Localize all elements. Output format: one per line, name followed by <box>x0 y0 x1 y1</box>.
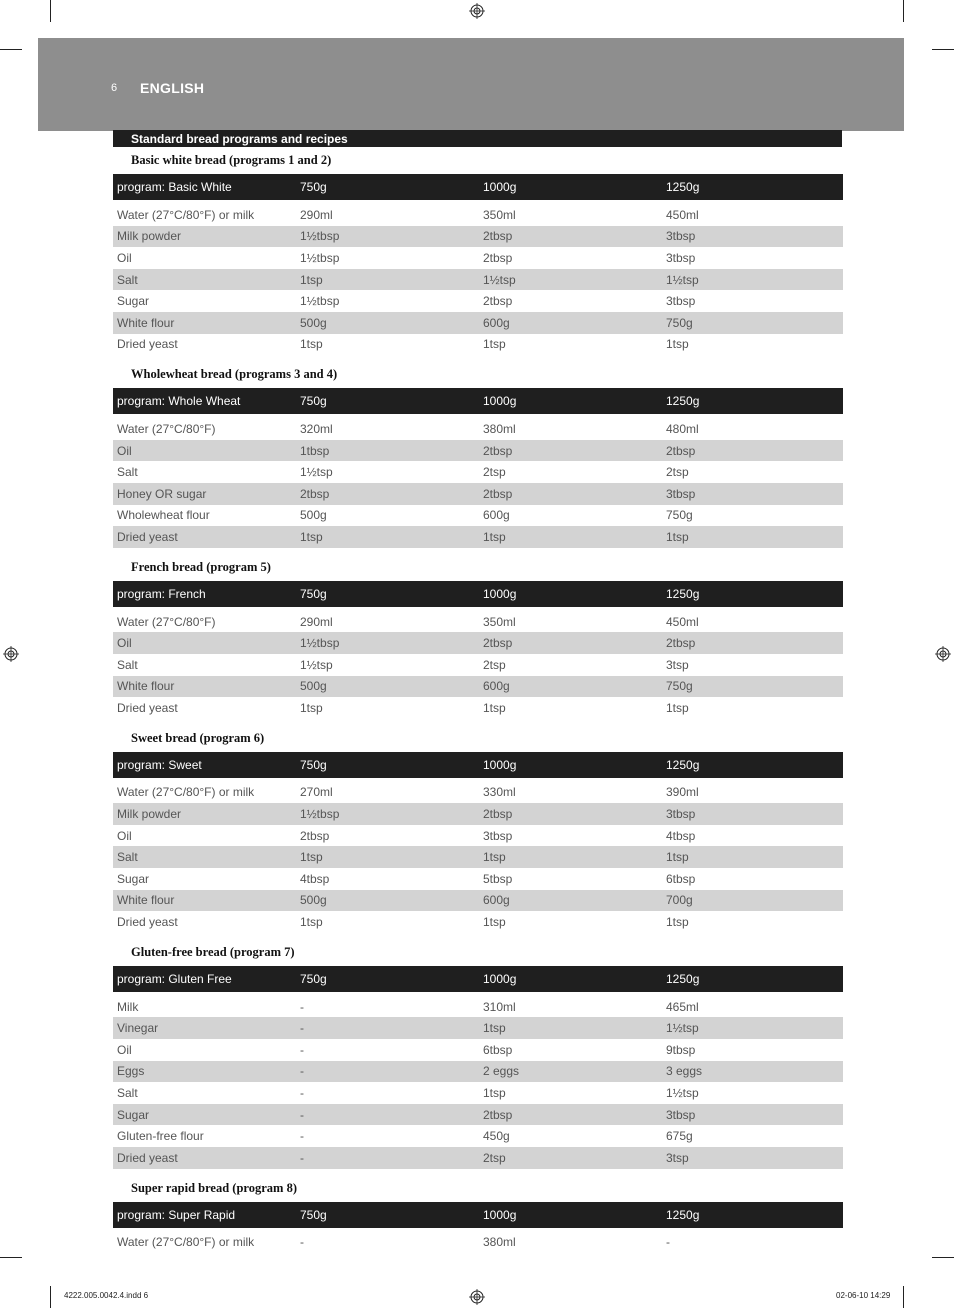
ingredient-name: Dried yeast <box>117 337 178 352</box>
ingredient-name: Dried yeast <box>117 915 178 930</box>
ingredient-name: Salt <box>117 465 138 480</box>
ingredient-amount: 1tsp <box>296 269 479 291</box>
ingredient-amount: - <box>300 1129 304 1144</box>
column-header-weight: 750g <box>296 966 479 994</box>
ingredient-amount: 6tbsp <box>483 1042 513 1057</box>
ingredient-amount: 3 eggs <box>662 1061 843 1083</box>
ingredient-amount: 2tbsp <box>479 226 662 248</box>
ingredient-name: Dried yeast <box>113 526 296 548</box>
ingredient-amount: 1tsp <box>300 700 323 715</box>
ingredient-amount: 500g <box>296 312 479 334</box>
ingredient-name: Milk powder <box>113 803 296 825</box>
ingredient-amount: 2tbsp <box>483 294 513 309</box>
registration-mark-icon <box>469 3 485 19</box>
ingredient-name: Gluten-free flour <box>117 1129 204 1144</box>
recipe-table <box>113 581 843 719</box>
ingredient-amount: 3tbsp <box>483 828 513 843</box>
ingredient-name: Salt <box>117 657 138 672</box>
ingredient-amount: 2tsp <box>479 1147 662 1169</box>
ingredient-amount: 1½tbsp <box>300 250 340 265</box>
ingredient-name: Oil <box>117 250 132 265</box>
ingredient-amount: 1½tbsp <box>296 803 479 825</box>
crop-mark <box>903 1286 904 1308</box>
ingredient-amount: 1½tsp <box>666 1086 699 1101</box>
recipe-table <box>113 174 843 355</box>
table-row <box>113 632 843 654</box>
column-header-weight: 1000g <box>479 581 662 609</box>
ingredient-amount: 3tbsp <box>666 250 696 265</box>
page-number: 6 <box>111 82 118 94</box>
column-header-weight: 750g <box>296 581 479 609</box>
ingredient-amount: 500g <box>296 676 479 698</box>
recipe-block <box>113 939 843 1175</box>
ingredient-amount: 1tsp <box>479 1017 662 1039</box>
ingredient-amount: 380ml <box>483 1235 516 1250</box>
table-row <box>113 676 843 698</box>
ingredient-amount: 750g <box>662 676 843 698</box>
recipe-table <box>113 966 843 1169</box>
ingredient-amount: 2 eggs <box>479 1061 662 1083</box>
crop-mark <box>50 1286 51 1308</box>
ingredient-amount: 2tbsp <box>662 632 843 654</box>
recipe-title: Basic white bread (programs 1 and 2) <box>131 153 332 167</box>
language-heading: ENGLISH <box>140 80 205 96</box>
table-row <box>113 697 843 719</box>
ingredient-name: Oil <box>117 1042 132 1057</box>
table-row <box>113 654 843 676</box>
table-row <box>113 1230 843 1254</box>
ingredient-name: Salt <box>113 846 296 868</box>
ingredient-amount: 1tsp <box>666 915 689 930</box>
table-row <box>113 890 843 912</box>
ingredient-name: Water (27°C/80°F) <box>117 614 216 629</box>
ingredient-amount: 1tsp <box>666 700 689 715</box>
table-header-row <box>113 581 843 609</box>
ingredient-amount: 450ml <box>666 614 699 629</box>
table-row <box>113 312 843 334</box>
ingredient-amount: - <box>300 1086 304 1101</box>
ingredient-amount: 390ml <box>666 785 699 800</box>
ingredient-amount: - <box>300 1235 304 1250</box>
ingredient-name: Water (27°C/80°F) or milk <box>117 1235 255 1250</box>
column-header-weight: 750g <box>296 752 479 780</box>
ingredient-amount: 1tsp <box>300 915 323 930</box>
table-row <box>113 868 843 890</box>
ingredient-amount: 1½tsp <box>300 657 333 672</box>
column-header-weight: 1250g <box>662 581 843 609</box>
section-title: Standard bread programs and recipes <box>113 130 842 147</box>
ingredient-amount: 2tbsp <box>479 1104 662 1126</box>
crop-mark <box>0 49 22 50</box>
column-header-weight: 1000g <box>479 174 662 202</box>
ingredient-amount: 330ml <box>483 785 516 800</box>
column-header-weight: 750g <box>296 388 479 416</box>
ingredient-name: Oil <box>113 632 296 654</box>
column-header-weight: 1000g <box>479 966 662 994</box>
ingredient-name: White flour <box>113 890 296 912</box>
ingredient-amount: 310ml <box>483 999 516 1014</box>
table-row <box>113 461 843 483</box>
table-row <box>113 290 843 312</box>
ingredient-amount: - <box>296 1147 479 1169</box>
recipe-table <box>113 1202 843 1254</box>
column-header-weight: 750g <box>296 174 479 202</box>
recipe-table <box>113 752 843 933</box>
ingredient-amount: - <box>296 1061 479 1083</box>
ingredient-amount: 350ml <box>483 614 516 629</box>
recipe-title: French bread (program 5) <box>131 559 271 574</box>
ingredient-amount: 1tsp <box>479 526 662 548</box>
table-row <box>113 526 843 548</box>
column-header-weight: 1250g <box>662 1202 843 1230</box>
ingredient-amount: 270ml <box>300 785 333 800</box>
program-name: program: Super Rapid <box>113 1202 296 1230</box>
ingredient-name: Milk <box>117 999 139 1014</box>
column-header-weight: 1000g <box>479 388 662 416</box>
recipe-block <box>113 554 843 725</box>
table-row <box>113 505 843 527</box>
ingredient-amount: 600g <box>483 508 510 523</box>
ingredient-amount: 1½tsp <box>662 1017 843 1039</box>
ingredient-amount: 600g <box>479 890 662 912</box>
table-header-row <box>113 174 843 202</box>
ingredient-name: Salt <box>113 269 296 291</box>
table-row <box>113 1082 843 1104</box>
program-name: program: Basic White <box>113 174 296 202</box>
column-header-weight: 1250g <box>662 752 843 780</box>
table-header-row <box>113 388 843 416</box>
table-row <box>113 994 843 1018</box>
recipe-title: Gluten-free bread (program 7) <box>131 944 295 959</box>
table-row <box>113 202 843 226</box>
ingredient-amount: - <box>300 1042 304 1057</box>
ingredient-amount: 2tsp <box>666 465 689 480</box>
ingredient-amount: 600g <box>479 676 662 698</box>
ingredient-amount: 700g <box>662 890 843 912</box>
recipe-block <box>113 1175 843 1260</box>
ingredient-name: Wholewheat flour <box>117 508 210 523</box>
recipe-block <box>113 361 843 554</box>
ingredient-amount: 2tbsp <box>479 632 662 654</box>
footer-date: 02-06-10 14:29 <box>836 1291 891 1300</box>
column-header-weight: 1000g <box>479 752 662 780</box>
ingredient-amount: 2tbsp <box>662 440 843 462</box>
ingredient-amount: 750g <box>662 312 843 334</box>
ingredient-amount: 1tsp <box>300 337 323 352</box>
ingredient-amount: 290ml <box>300 614 333 629</box>
table-row <box>113 1104 843 1126</box>
footer-file-name: 4222.005.0042.4.indd 6 <box>64 1291 149 1300</box>
crop-mark <box>0 1257 22 1258</box>
ingredient-amount: 750g <box>666 508 693 523</box>
ingredient-name: Dried yeast <box>117 700 178 715</box>
ingredient-amount: 1tsp <box>483 915 506 930</box>
table-header-row <box>113 966 843 994</box>
ingredient-amount: 1tsp <box>483 337 506 352</box>
registration-mark-icon <box>3 646 19 662</box>
column-header-weight: 750g <box>296 1202 479 1230</box>
ingredient-name: Oil <box>113 440 296 462</box>
ingredient-amount: 3tbsp <box>666 294 696 309</box>
ingredient-amount: 3tsp <box>666 657 689 672</box>
ingredient-name: White flour <box>113 676 296 698</box>
column-header-weight: 1250g <box>662 388 843 416</box>
ingredient-name: Dried yeast <box>113 1147 296 1169</box>
ingredient-name: Oil <box>117 828 132 843</box>
program-name: program: French <box>113 581 296 609</box>
recipe-table <box>113 388 843 548</box>
ingredient-amount: 1½tbsp <box>296 632 479 654</box>
table-row <box>113 1125 843 1147</box>
ingredient-amount: 3tsp <box>662 1147 843 1169</box>
table-row <box>113 846 843 868</box>
ingredient-amount: 6tbsp <box>666 871 696 886</box>
table-row <box>113 803 843 825</box>
table-row <box>113 825 843 847</box>
table-header-row <box>113 752 843 780</box>
recipes-container <box>113 147 843 1259</box>
table-row <box>113 1147 843 1169</box>
ingredient-amount: 1tsp <box>296 846 479 868</box>
ingredient-amount: 350ml <box>483 207 516 222</box>
ingredient-name: Sugar <box>117 294 150 309</box>
ingredient-amount: 1tsp <box>666 337 689 352</box>
table-header-row <box>113 1202 843 1230</box>
ingredient-amount: 600g <box>479 312 662 334</box>
ingredient-amount: 2tbsp <box>479 803 662 825</box>
registration-mark-icon <box>935 646 951 662</box>
ingredient-amount: 1tsp <box>662 526 843 548</box>
table-row <box>113 440 843 462</box>
ingredient-name: Milk powder <box>113 226 296 248</box>
column-header-weight: 1000g <box>479 1202 662 1230</box>
ingredient-amount: 1tsp <box>479 846 662 868</box>
table-row <box>113 911 843 933</box>
ingredient-amount: 450g <box>483 1129 510 1144</box>
table-row <box>113 609 843 633</box>
ingredient-name: Sugar <box>113 1104 296 1126</box>
recipe-title: Sweet bread (program 6) <box>131 730 265 745</box>
ingredient-amount: 9tbsp <box>666 1042 696 1057</box>
ingredient-amount: 290ml <box>300 207 333 222</box>
ingredient-amount: 1½tsp <box>479 269 662 291</box>
ingredient-amount: 1tsp <box>483 700 506 715</box>
table-row <box>113 269 843 291</box>
ingredient-name: Salt <box>117 1086 138 1101</box>
ingredient-amount: 380ml <box>483 421 516 436</box>
program-name: program: Sweet <box>113 752 296 780</box>
ingredient-amount: 2tsp <box>483 657 506 672</box>
table-row <box>113 1039 843 1061</box>
ingredient-amount: - <box>296 1104 479 1126</box>
ingredient-amount: 465ml <box>666 999 699 1014</box>
table-row <box>113 1017 843 1039</box>
ingredient-amount: - <box>300 999 304 1014</box>
ingredient-name: Sugar <box>117 871 150 886</box>
ingredient-amount: 1½tsp <box>300 465 333 480</box>
ingredient-amount: - <box>296 1017 479 1039</box>
table-row <box>113 226 843 248</box>
table-row <box>113 483 843 505</box>
ingredient-amount: 4tbsp <box>666 828 696 843</box>
ingredient-amount: 3tbsp <box>662 483 843 505</box>
ingredient-name: Water (27°C/80°F) <box>117 421 216 436</box>
table-row <box>113 334 843 356</box>
ingredient-amount: 3tbsp <box>662 803 843 825</box>
crop-mark <box>932 49 954 50</box>
program-name: program: Gluten Free <box>113 966 296 994</box>
ingredient-name: White flour <box>113 312 296 334</box>
ingredient-amount: 1½tbsp <box>296 226 479 248</box>
ingredient-name: Eggs <box>113 1061 296 1083</box>
ingredient-name: Water (27°C/80°F) or milk <box>117 207 255 222</box>
ingredient-amount: 320ml <box>300 421 333 436</box>
ingredient-name: Honey OR sugar <box>113 483 296 505</box>
ingredient-amount: 2tbsp <box>483 250 513 265</box>
table-row <box>113 780 843 804</box>
ingredient-amount: 500g <box>300 508 327 523</box>
crop-mark <box>50 0 51 22</box>
ingredient-amount: 3tbsp <box>662 1104 843 1126</box>
recipe-block <box>113 147 843 361</box>
ingredient-amount: 2tsp <box>483 465 506 480</box>
ingredient-amount: 3tbsp <box>662 226 843 248</box>
recipe-title: Super rapid bread (program 8) <box>131 1180 297 1195</box>
ingredient-amount: 1tsp <box>662 846 843 868</box>
column-header-weight: 1250g <box>662 966 843 994</box>
ingredient-amount: 675g <box>666 1129 693 1144</box>
ingredient-amount: 1tsp <box>483 1086 506 1101</box>
ingredient-amount: 1tbsp <box>296 440 479 462</box>
ingredient-amount: 2tbsp <box>296 483 479 505</box>
ingredient-amount: 500g <box>296 890 479 912</box>
table-row <box>113 247 843 269</box>
ingredient-amount: 1tsp <box>296 526 479 548</box>
ingredient-amount: - <box>666 1235 670 1250</box>
recipe-block <box>113 725 843 939</box>
ingredient-amount: 1½tsp <box>662 269 843 291</box>
column-header-weight: 1250g <box>662 174 843 202</box>
ingredient-amount: 2tbsp <box>479 440 662 462</box>
ingredient-amount: 450ml <box>666 207 699 222</box>
ingredient-amount: 480ml <box>666 421 699 436</box>
ingredient-amount: 2tbsp <box>300 828 330 843</box>
crop-mark <box>903 0 904 22</box>
ingredient-name: Vinegar <box>113 1017 296 1039</box>
ingredient-amount: 4tbsp <box>300 871 330 886</box>
registration-mark-icon <box>469 1289 485 1305</box>
ingredient-amount: 5tbsp <box>483 871 513 886</box>
program-name: program: Whole Wheat <box>113 388 296 416</box>
crop-mark <box>932 1257 954 1258</box>
table-row <box>113 416 843 440</box>
ingredient-amount: 2tbsp <box>479 483 662 505</box>
ingredient-amount: 1½tbsp <box>300 294 340 309</box>
recipe-title: Wholewheat bread (programs 3 and 4) <box>131 367 338 382</box>
table-row <box>113 1061 843 1083</box>
ingredient-name: Water (27°C/80°F) or milk <box>117 785 255 800</box>
